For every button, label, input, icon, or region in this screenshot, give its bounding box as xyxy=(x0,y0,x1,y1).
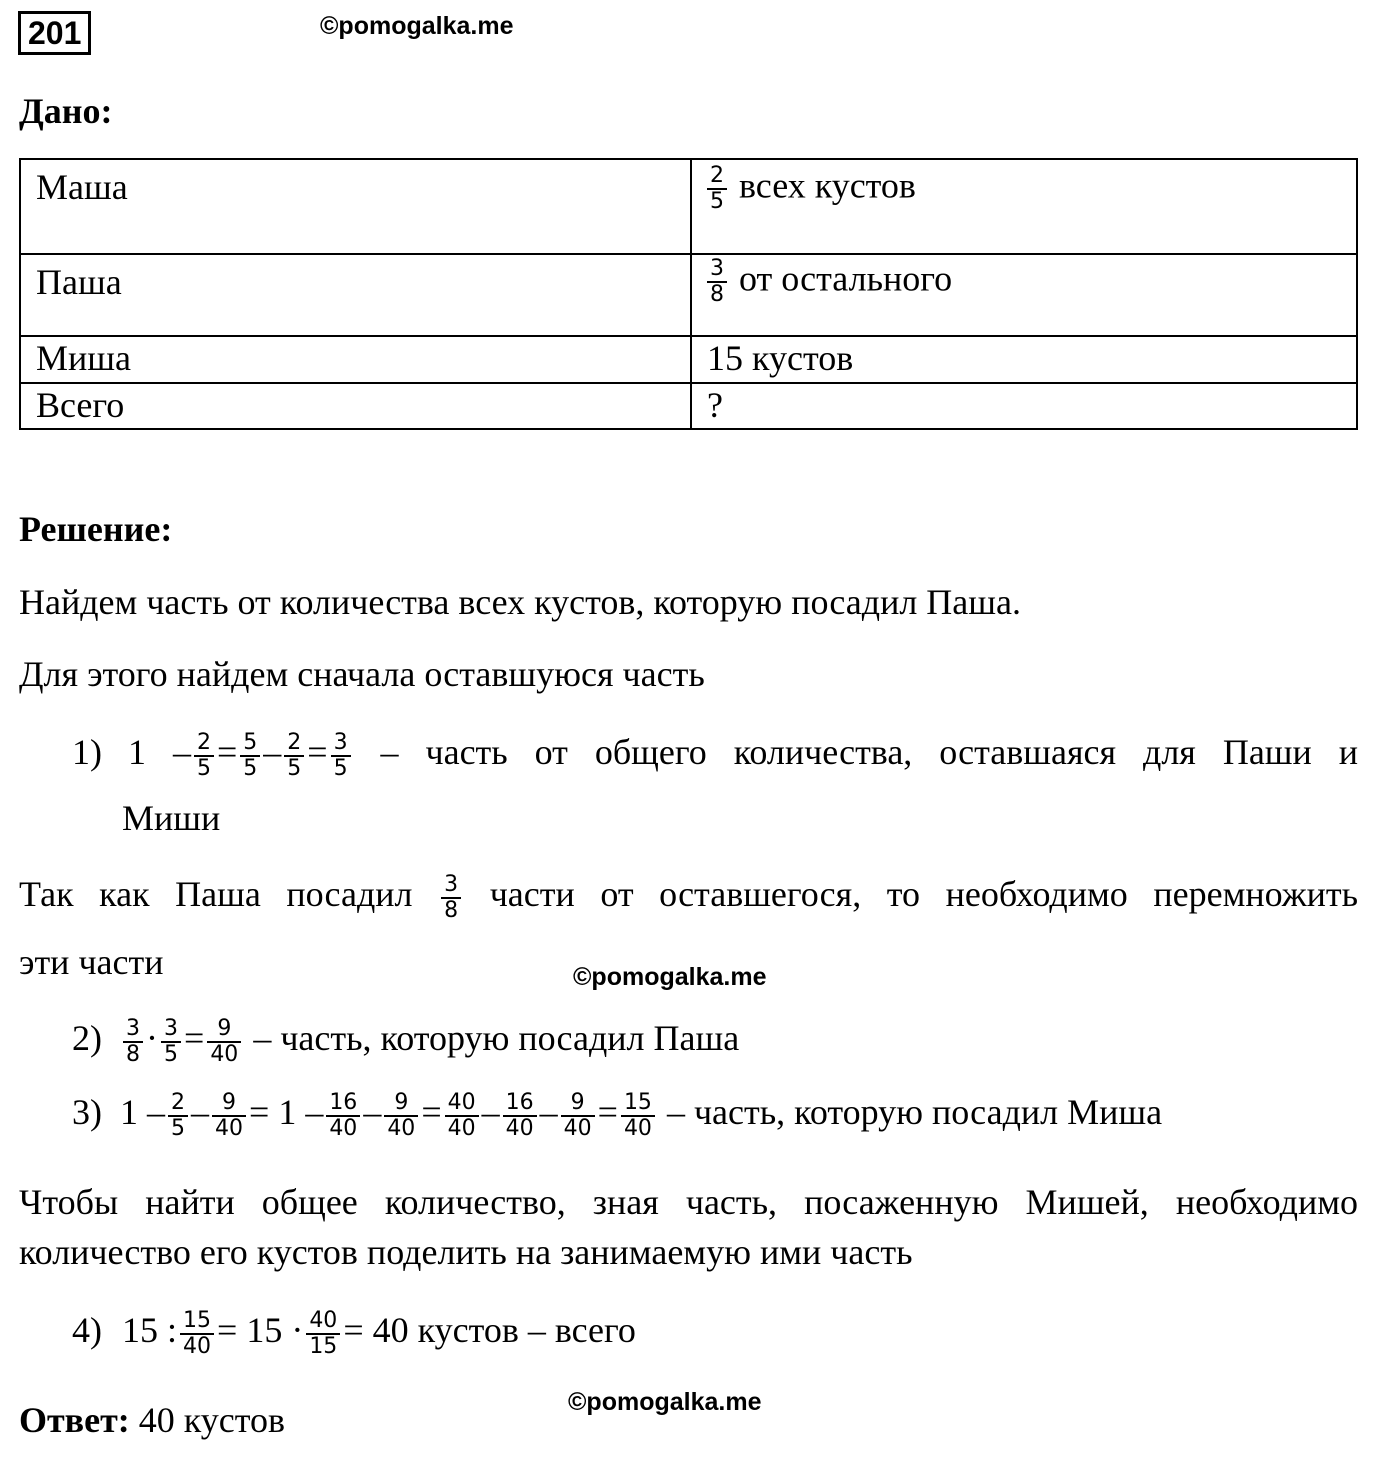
paragraph: Для этого найдем сначала оставшуюся часть xyxy=(19,654,705,694)
fraction: $\frac{40}{15}$ xyxy=(306,1309,340,1359)
table-cell-name: Маша xyxy=(20,159,691,254)
fraction: $\frac{5}{5}$ xyxy=(240,731,260,781)
fraction: $\frac{2}{5}$ xyxy=(284,731,304,781)
table-cell-value: 15 кустов xyxy=(691,336,1357,383)
fraction: $\frac{16}{40}$ xyxy=(503,1091,537,1141)
fraction: $\frac{16}{40}$ xyxy=(326,1091,360,1141)
table-cell-value xyxy=(691,254,1357,336)
table-row xyxy=(20,383,1357,429)
table-cell-name: Миша xyxy=(20,336,691,383)
table-row xyxy=(20,336,1357,383)
fraction: $\frac{15}{40}$ xyxy=(180,1309,214,1359)
fraction: $\frac{3}{5}$ xyxy=(161,1017,181,1067)
table-cell-name: Всего xyxy=(20,383,691,429)
answer-value: 40 кустов xyxy=(138,1400,285,1440)
fraction: $\frac{3}{8}$ xyxy=(707,257,727,307)
paragraph: эти части xyxy=(19,942,164,982)
given-heading: Дано: xyxy=(19,91,113,131)
fraction: $\frac{9}{40}$ xyxy=(207,1017,241,1067)
watermark: ©pomogalka.me xyxy=(320,12,514,40)
step-2: 2) $\frac{3}{8}$ · $\frac{3}{5}$ = $\frac{9}{40}$ – часть, которую посадил Паша xyxy=(72,1015,740,1067)
given-table xyxy=(19,158,1358,430)
table-cell-name: Паша xyxy=(20,254,691,336)
problem-number: 201 xyxy=(18,11,91,55)
fraction: $\frac{3}{5}$ xyxy=(331,731,351,781)
fraction: $\frac{2}{5}$ xyxy=(194,731,214,781)
watermark: ©pomogalka.me xyxy=(568,1388,762,1416)
table-cell-value: ? xyxy=(691,383,1357,429)
step-1: 1) 1 – $\frac{2}{5}$ = $\frac{5}{5}$ – $\frac{2}{5}$ = $\frac{3}{5}$ – часть от общего количества, оставшаяся для Паши и xyxy=(72,729,1358,781)
table-value-text: от остального xyxy=(739,258,953,299)
table-cell-value xyxy=(691,159,1357,254)
step-4: 4) 15 : $\frac{15}{40}$ = 15 · $\frac{40}{15}$ = 40 кустов – всего xyxy=(72,1307,636,1359)
answer xyxy=(19,1398,285,1442)
paragraph: количество его кустов поделить на занимаемую ими часть xyxy=(19,1232,913,1272)
paragraph: Чтобы найти общее количество, зная часть, посаженную Мишей, необходимо xyxy=(19,1182,1358,1222)
table-row xyxy=(20,254,1357,336)
fraction: $\frac{9}{40}$ xyxy=(561,1091,595,1141)
table-value-text: всех кустов xyxy=(739,165,916,206)
paragraph: Так как Паша посадил $\frac{3}{8}$ части от оставшегося, то необходимо перемножить xyxy=(19,871,1359,923)
fraction: $\frac{3}{8}$ xyxy=(441,873,461,923)
fraction: $\frac{15}{40}$ xyxy=(621,1091,655,1141)
fraction: $\frac{2}{5}$ xyxy=(168,1091,188,1141)
step-1-continuation: Миши xyxy=(122,798,221,838)
fraction: $\frac{40}{40}$ xyxy=(445,1091,479,1141)
fraction: $\frac{2}{5}$ xyxy=(707,164,727,214)
watermark: ©pomogalka.me xyxy=(573,963,767,991)
fraction: $\frac{9}{40}$ xyxy=(384,1091,418,1141)
table-row xyxy=(20,159,1357,254)
paragraph: Найдем часть от количества всех кустов, которую посадил Паша. xyxy=(19,582,1021,622)
answer-label: Ответ: xyxy=(19,1400,130,1440)
solution-heading: Решение: xyxy=(19,509,173,549)
fraction: $\frac{3}{8}$ xyxy=(123,1017,143,1067)
step-3: 3) 1 – $\frac{2}{5}$ – $\frac{9}{40}$ = 1 – $\frac{16}{40}$ – $\frac{9}{40}$ = $\frac{40}{40}$ – $\frac{16}{40}$ – $\frac{9}{40}$ = $\frac{15}{40}$ – часть, которую посадил Миша xyxy=(72,1089,1163,1141)
fraction: $\frac{9}{40}$ xyxy=(212,1091,246,1141)
